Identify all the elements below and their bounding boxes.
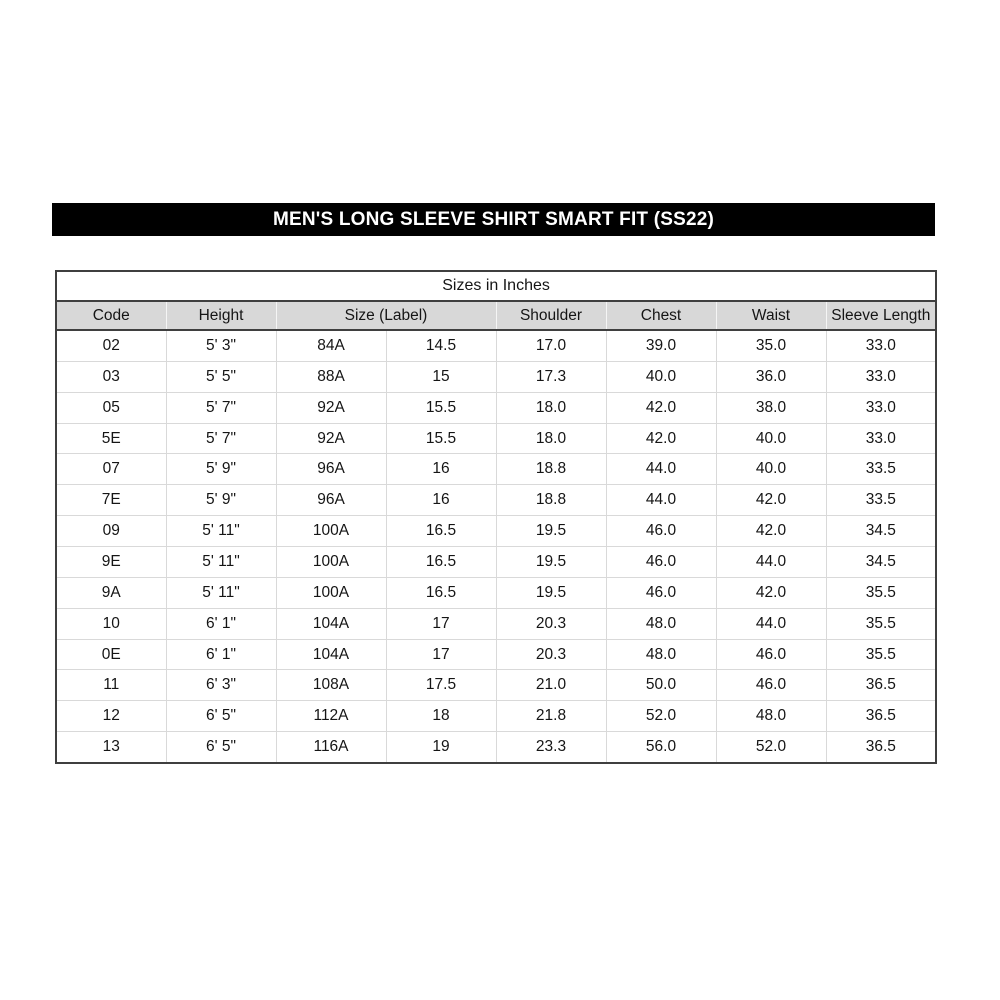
table-cell: 11 [56,670,166,701]
table-cell: 13 [56,732,166,763]
table-cell: 6' 1" [166,608,276,639]
table-cell: 12 [56,701,166,732]
table-row [56,608,936,639]
table-cell: 5' 3" [166,330,276,361]
table-cell: 0E [56,639,166,670]
table-cell: 92A [276,423,386,454]
table-row [56,485,936,516]
table-cell: 56.0 [606,732,716,763]
table-cell: 38.0 [716,392,826,423]
table-cell: 36.5 [826,732,936,763]
page-title: MEN'S LONG SLEEVE SHIRT SMART FIT (SS22) [272,208,715,230]
table-cell: 16.5 [386,516,496,547]
table-cell: 46.0 [716,670,826,701]
table-cell: 44.0 [716,547,826,578]
table-cell: 17 [386,608,496,639]
table-cell: 35.5 [826,639,936,670]
table-cell: 16 [386,454,496,485]
column-header-chest: Chest [606,301,716,330]
table-cell: 44.0 [606,454,716,485]
table-cell: 84A [276,330,386,361]
table-cell: 9A [56,577,166,608]
table-cell: 50.0 [606,670,716,701]
table-cell: 100A [276,516,386,547]
table-cell: 88A [276,361,386,392]
table-cell: 18 [386,701,496,732]
table-cell: 48.0 [606,608,716,639]
size-chart-table [55,270,937,764]
table-cell: 6' 5" [166,732,276,763]
column-header-shoulder: Shoulder [496,301,606,330]
table-cell: 02 [56,330,166,361]
table-cell: 5' 9" [166,485,276,516]
table-cell: 6' 3" [166,670,276,701]
table-cell: 5E [56,423,166,454]
table-row [56,454,936,485]
table-cell: 48.0 [606,639,716,670]
table-cell: 42.0 [716,516,826,547]
table-cell: 96A [276,485,386,516]
table-row [56,392,936,423]
table-cell: 36.5 [826,670,936,701]
table-cell: 42.0 [606,423,716,454]
table-cell: 03 [56,361,166,392]
table-cell: 35.5 [826,577,936,608]
table-cell: 18.0 [496,392,606,423]
table-cell: 19.5 [496,577,606,608]
table-cell: 17.3 [496,361,606,392]
table-row [56,577,936,608]
table-cell: 5' 11" [166,516,276,547]
table-cell: 19.5 [496,547,606,578]
table-header-row [56,301,936,330]
size-chart-container [55,270,937,764]
table-cell: 46.0 [606,516,716,547]
table-row [56,547,936,578]
column-header-size-label: Size (Label) [276,301,496,330]
table-cell: 40.0 [716,423,826,454]
table-cell: 20.3 [496,639,606,670]
table-cell: 116A [276,732,386,763]
table-cell: 46.0 [716,639,826,670]
table-cell: 92A [276,392,386,423]
table-cell: 39.0 [606,330,716,361]
table-cell: 104A [276,639,386,670]
table-cell: 19.5 [496,516,606,547]
table-cell: 21.8 [496,701,606,732]
column-header-code: Code [56,301,166,330]
table-row [56,732,936,763]
table-row [56,361,936,392]
table-cell: 42.0 [606,392,716,423]
table-cell: 5' 7" [166,392,276,423]
column-header-height: Height [166,301,276,330]
table-cell: 36.5 [826,701,936,732]
table-cell: 42.0 [716,485,826,516]
table-cell: 18.0 [496,423,606,454]
table-cell: 6' 5" [166,701,276,732]
table-caption-row [56,271,936,301]
table-cell: 09 [56,516,166,547]
table-cell: 17 [386,639,496,670]
table-cell: 40.0 [606,361,716,392]
table-cell: 52.0 [716,732,826,763]
table-caption: Sizes in Inches [56,271,936,301]
table-cell: 05 [56,392,166,423]
table-cell: 44.0 [606,485,716,516]
table-cell: 100A [276,577,386,608]
table-cell: 46.0 [606,577,716,608]
table-cell: 44.0 [716,608,826,639]
table-cell: 21.0 [496,670,606,701]
size-table-body [56,330,936,763]
table-cell: 35.5 [826,608,936,639]
table-cell: 23.3 [496,732,606,763]
table-cell: 15.5 [386,392,496,423]
table-cell: 104A [276,608,386,639]
table-cell: 5' 5" [166,361,276,392]
table-cell: 34.5 [826,516,936,547]
column-header-sleeve-length: Sleeve Length [826,301,936,330]
table-cell: 108A [276,670,386,701]
table-cell: 33.0 [826,330,936,361]
table-row [56,423,936,454]
table-cell: 100A [276,547,386,578]
table-cell: 34.5 [826,547,936,578]
table-row [56,639,936,670]
table-cell: 18.8 [496,454,606,485]
table-cell: 5' 7" [166,423,276,454]
table-cell: 16.5 [386,577,496,608]
table-cell: 10 [56,608,166,639]
table-cell: 17.0 [496,330,606,361]
table-cell: 33.5 [826,454,936,485]
table-cell: 46.0 [606,547,716,578]
table-cell: 112A [276,701,386,732]
table-cell: 20.3 [496,608,606,639]
table-cell: 9E [56,547,166,578]
table-cell: 48.0 [716,701,826,732]
table-row [56,701,936,732]
table-cell: 5' 9" [166,454,276,485]
table-cell: 14.5 [386,330,496,361]
table-row [56,670,936,701]
table-cell: 5' 11" [166,547,276,578]
table-cell: 96A [276,454,386,485]
table-cell: 33.5 [826,485,936,516]
table-cell: 35.0 [716,330,826,361]
table-cell: 52.0 [606,701,716,732]
table-cell: 7E [56,485,166,516]
table-cell: 15 [386,361,496,392]
title-banner [52,203,935,236]
table-cell: 33.0 [826,423,936,454]
table-cell: 18.8 [496,485,606,516]
table-cell: 16.5 [386,547,496,578]
column-header-waist: Waist [716,301,826,330]
table-cell: 40.0 [716,454,826,485]
table-cell: 33.0 [826,361,936,392]
table-cell: 07 [56,454,166,485]
table-cell: 5' 11" [166,577,276,608]
table-cell: 36.0 [716,361,826,392]
table-cell: 42.0 [716,577,826,608]
table-row [56,516,936,547]
table-cell: 33.0 [826,392,936,423]
table-cell: 17.5 [386,670,496,701]
table-cell: 16 [386,485,496,516]
table-cell: 15.5 [386,423,496,454]
table-cell: 6' 1" [166,639,276,670]
table-row [56,330,936,361]
table-cell: 19 [386,732,496,763]
